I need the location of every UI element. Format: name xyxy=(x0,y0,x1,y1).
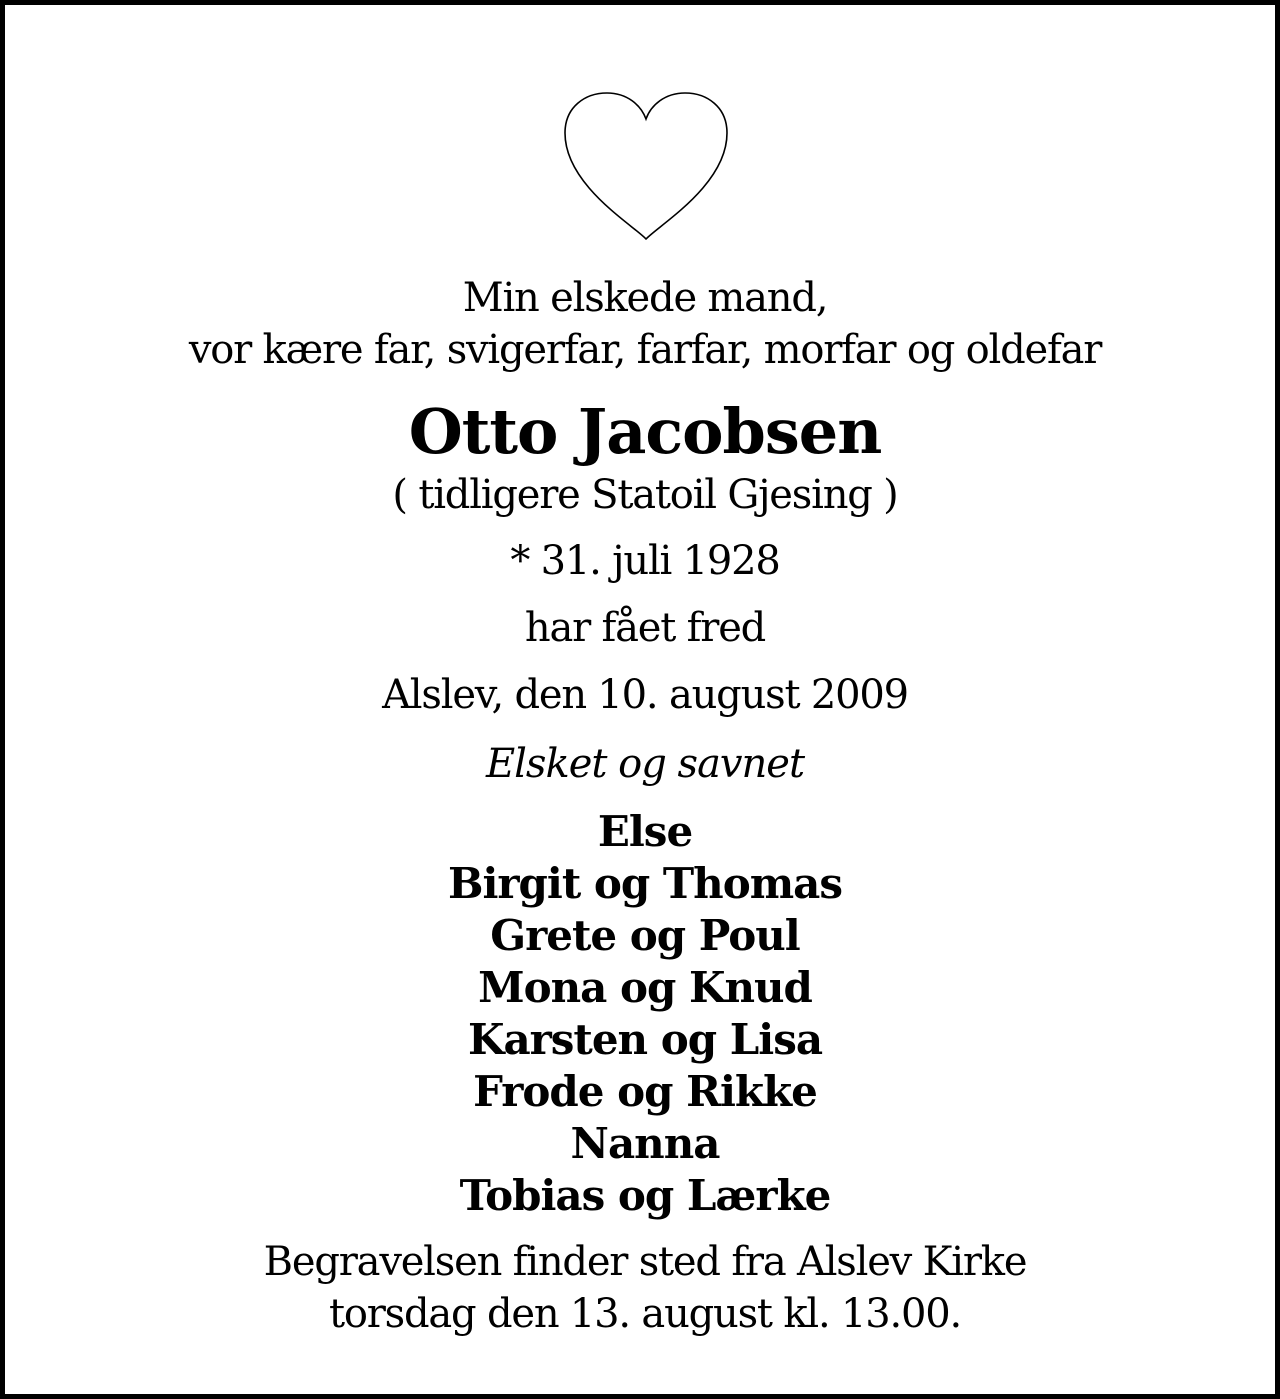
place-date: Alslev, den 10. august 2009 xyxy=(382,672,908,718)
birth-date: * 31. juli 1928 xyxy=(510,538,780,584)
funeral-line-2: torsdag den 13. august kl. 13.00. xyxy=(328,1291,962,1337)
intro-line-1: Min elskede mand, xyxy=(462,275,828,321)
funeral-line-1: Begravelsen finder sted fra Alslev Kirke xyxy=(263,1239,1027,1285)
mourner-name: Else xyxy=(597,807,693,856)
mourner-name: Nanna xyxy=(570,1119,720,1168)
mourner-name: Frode og Rikke xyxy=(473,1067,817,1116)
mourner-name: Tobias og Lærke xyxy=(459,1171,831,1220)
mourner-name: Grete og Poul xyxy=(490,911,800,960)
status-text: har fået fred xyxy=(524,605,766,651)
intro-line-2: vor kære far, svigerfar, farfar, morfar og oldefar xyxy=(188,327,1102,373)
heart-icon xyxy=(561,89,731,245)
former-occupation: ( tidligere Statoil Gjesing ) xyxy=(392,472,898,518)
mourner-name: Karsten og Lisa xyxy=(467,1015,823,1064)
mourner-name: Mona og Knud xyxy=(478,963,812,1012)
mourner-name: Birgit og Thomas xyxy=(447,859,843,908)
tribute-text: Elsket og savnet xyxy=(485,741,805,787)
deceased-name: Otto Jacobsen xyxy=(408,395,882,468)
